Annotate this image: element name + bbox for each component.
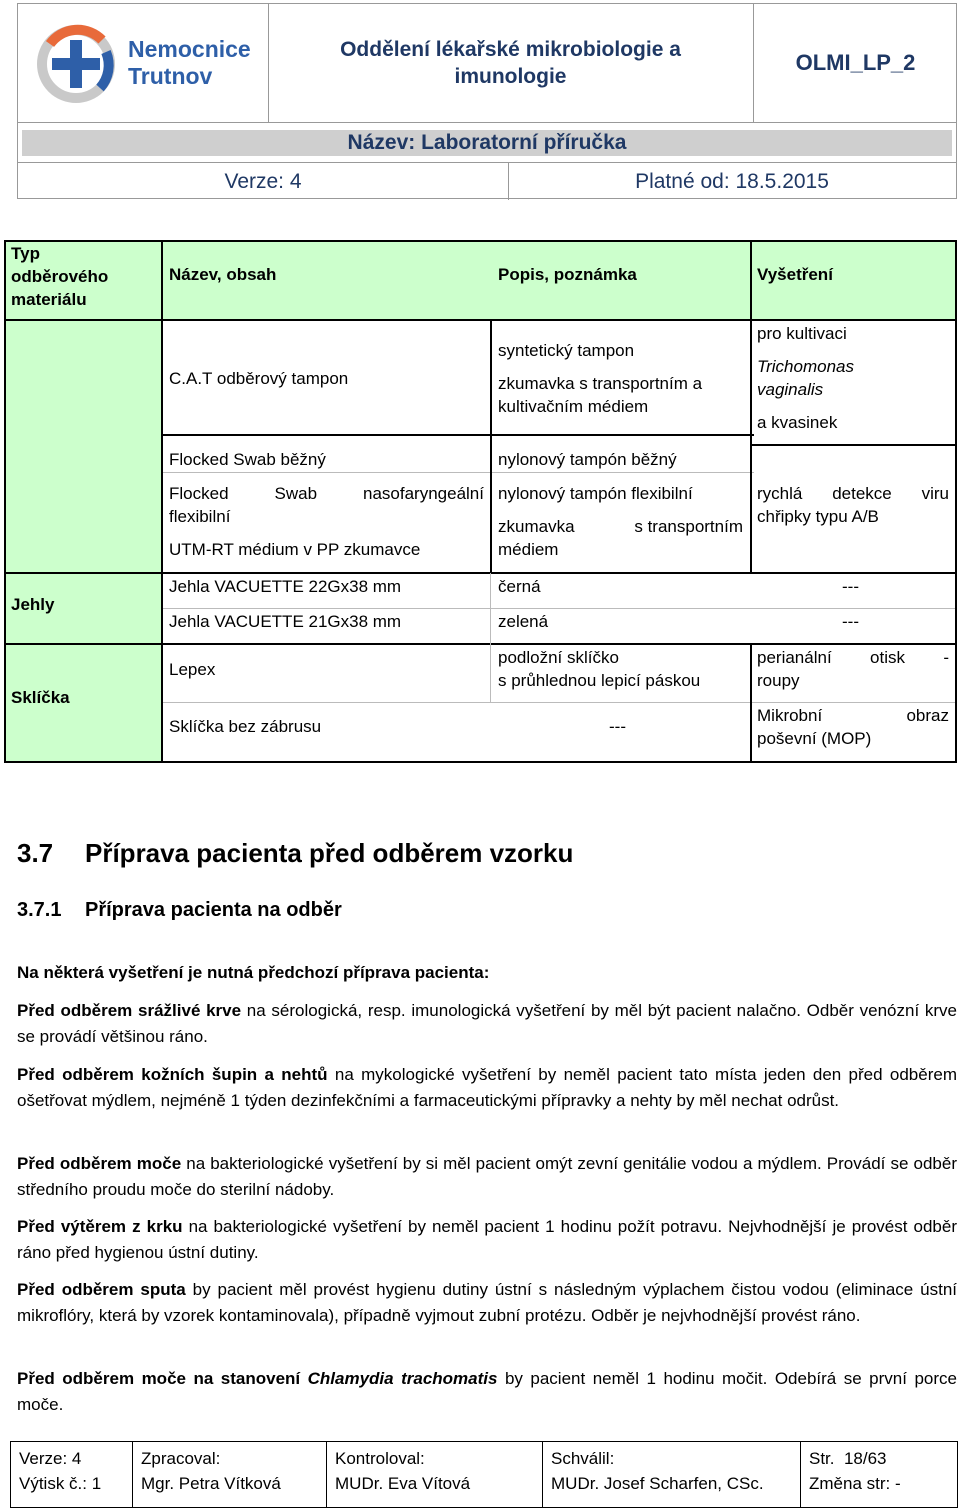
logo-cell [18, 4, 269, 122]
col-header-exam: Vyšetření [757, 265, 833, 284]
table-border-right [955, 240, 957, 763]
needle-21g-exam: --- [842, 612, 859, 631]
needle-22g-desc: černá [498, 577, 541, 596]
department-line-1: Oddělení lékařské mikrobiologie a [340, 38, 681, 61]
lepex-desc: podložní sklíčko s průhlednou lepicí páskou [498, 648, 701, 690]
row-line [161, 434, 754, 436]
slides-no-grind-exam: Mikrobní obraz poševní (MOP) [757, 706, 949, 748]
table-header-line [4, 319, 957, 321]
department-line-2: imunologie [454, 65, 567, 88]
footer-approved: Schválil: MUDr. Josef Scharfen, CSc. [543, 1442, 801, 1507]
document-name: Název: Laboratorní příručka [347, 131, 627, 154]
subsection-heading: 3.7.1 Příprava pacienta na odběr [17, 899, 342, 921]
slides-no-grind-name: Sklíčka bez zábrusu [169, 717, 322, 736]
hospital-logo-icon [30, 18, 122, 104]
intro-paragraph: Na některá vyšetření je nutná předchozí příprava pacienta: [17, 963, 490, 982]
document-header [17, 3, 957, 199]
row-line-thin [161, 702, 957, 703]
col-header-name: Název, obsah [169, 265, 277, 284]
version-row [18, 162, 956, 200]
document-footer [10, 1441, 958, 1508]
row-line [4, 572, 957, 574]
footer-page: Str. 18/63 Změna str: - [809, 1449, 901, 1493]
type-needles: Jehly [11, 595, 55, 614]
version: Verze: 4 [18, 163, 509, 200]
logo-line-2: Trutnov [128, 63, 213, 89]
row-line-thin [161, 608, 957, 609]
document-name-row [18, 122, 956, 163]
lepex-name: Lepex [169, 660, 216, 679]
needle-21g-name: Jehla VACUETTE 21Gx38 mm [169, 612, 402, 631]
row-line [750, 444, 957, 446]
flocked-swab-standard-desc: nylonový tampón běžný [498, 450, 677, 469]
cat-exam: pro kultivaci Trichomonas vaginalis a kvasinek [757, 324, 854, 432]
paragraph-blood: Před odběrem srážlivé krve na sérologická, resp. imunologická vyšetření by měl být pacient nalačno. Odběr venózní krve se provádí většinou ráno. [17, 1001, 957, 1046]
row-line [4, 643, 957, 645]
needle-22g-name: Jehla VACUETTE 22Gx38 mm [169, 577, 402, 596]
table-border-top [4, 240, 957, 242]
flocked-swab-standard-name: Flocked Swab běžný [169, 450, 326, 469]
flocked-swab-flexible-name: Flocked Swab nasofaryngeální flexibilní UTM-RT médium v PP zkumavce [169, 484, 484, 559]
logo-line-1: Nemocnice [128, 36, 251, 62]
footer-prepared: Zpracoval: Mgr. Petra Vítková [133, 1442, 327, 1507]
slides-no-grind-desc: --- [609, 717, 626, 736]
logo-text [128, 36, 251, 90]
col-line [750, 240, 752, 573]
footer-checked: Kontroloval: MUDr. Eva Vítová [327, 1442, 543, 1507]
flocked-swab-exam: rychlá detekce viru chřipky typu A/B [757, 484, 949, 526]
needle-22g-exam: --- [842, 577, 859, 596]
valid-from: Platné od: 18.5.2015 [635, 169, 829, 193]
section-heading: 3.7 Příprava pacienta před odběrem vzorku [17, 838, 574, 868]
table-border-left [4, 240, 6, 763]
col-header-description: Popis, poznámka [498, 265, 637, 284]
paragraph-urine: Před odběrem moče na bakteriologické vyšetření by si měl pacient omýt zevní genitálie vodou a mýdlem. Provádí se odběr středního proudu moče do sterilní nádoby. [17, 1154, 957, 1199]
footer-version: Verze: 4 Výtisk č.: 1 [11, 1442, 133, 1507]
cat-name: C.A.T odběrový tampon [169, 369, 349, 388]
flocked-swab-flexible-desc: nylonový tampón flexibilní zkumavka s transportním médiem [498, 484, 743, 559]
paragraph-chlamydia: Před odběrem moče na stanovení Chlamydia trachomatis by pacient neměl 1 hodinu močit. Odebírá se první porce moče. [17, 1369, 957, 1414]
paragraph-throat: Před výtěrem z krku na bakteriologické vyšetření by neměl pacient 1 hodinu požít potravu. Nejvhodnější je provést odběr ráno před hygienou ústní dutiny. [17, 1217, 957, 1262]
department-title [268, 4, 754, 122]
paragraph-sputum: Před odběrem sputa by pacient měl provést hygienu dutiny ústní s následným výplachem čistou vodou (eliminace ústní mikroflóry, která by vzorek kontaminovala), případně vyjmout zubní protézu. Odběr je nejvhodnější provést ráno. [17, 1280, 958, 1325]
needle-21g-desc: zelená [498, 612, 549, 631]
document-code: OLMI_LP_2 [795, 50, 916, 75]
table-border-bottom [4, 761, 957, 763]
col-header-type: Typ odběrového materiálu [11, 244, 109, 309]
cat-description: syntetický tampon zkumavka s transportním a kultivačním médiem [498, 341, 703, 416]
materials-table [4, 240, 957, 763]
col-line-thin [490, 573, 491, 703]
lepex-exam: perianální otisk - roupy [757, 648, 949, 690]
col-line [161, 240, 163, 763]
col-line [490, 319, 492, 573]
paragraph-skin: Před odběrem kožních šupin a nehtů na mykologické vyšetření by neměl pacient tato místa jeden den před odběrem ošetřovat mýdlem, nejméně 1 týden dezinfekčními a farmaceutickými přípravky a nehty by měl nechat odrůst. [17, 1065, 957, 1110]
row-line-thin [161, 472, 754, 473]
col-line [750, 643, 752, 763]
type-slides: Sklíčka [11, 688, 70, 707]
